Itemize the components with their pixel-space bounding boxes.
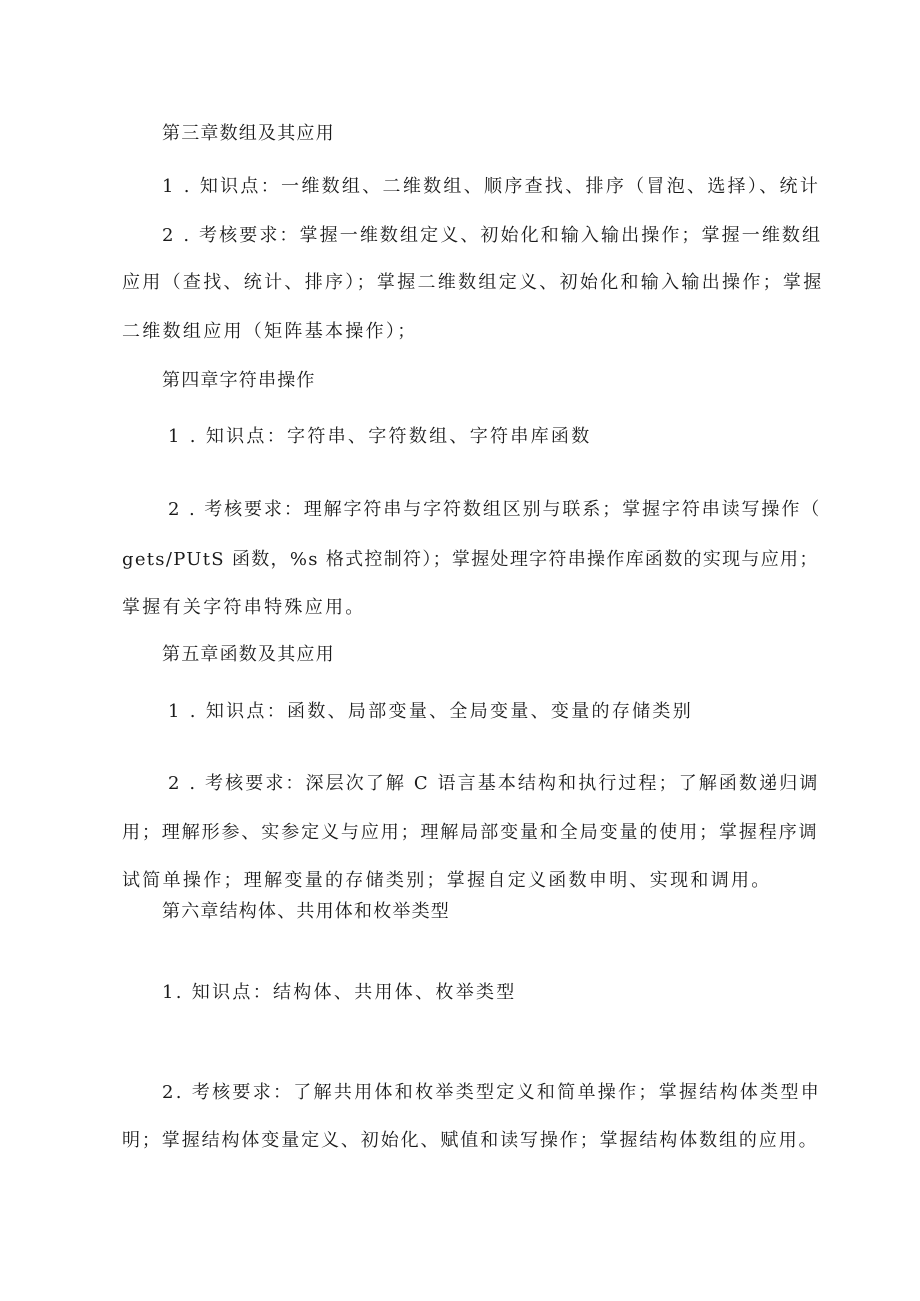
chapter-3-requirements-line-2: 应用（查找、统计、排序）；掌握二维数组定义、初始化和输入输出操作；掌握: [122, 272, 824, 293]
chapter-4-requirements-line-2: gets/PUtS 函数，%s 格式控制符）；掌握处理字符串操作库函数的实现与应用；: [122, 549, 819, 570]
chapter-6-requirements-line-1: 2. 考核要求：了解共用体和枚举类型定义和简单操作；掌握结构体类型申: [162, 1082, 822, 1103]
chapter-5-requirements-line-1: 2 . 考核要求：深层次了解 C 语言基本结构和执行过程；了解函数递归调: [168, 773, 820, 794]
chapter-5-knowledge-points: 1 . 知识点：函数、局部变量、全局变量、变量的存储类别: [168, 701, 694, 722]
chapter-4-requirements-line-1: 2 . 考核要求：理解字符串与字符数组区别与联系；掌握字符串读写操作（: [168, 499, 822, 520]
chapter-4-heading: 第四章字符串操作: [162, 370, 316, 391]
chapter-3-heading: 第三章数组及其应用: [162, 123, 335, 144]
chapter-3-knowledge-points: 1 . 知识点：一维数组、二维数组、顺序查找、排序（冒泡、选择）、统计: [162, 176, 821, 197]
chapter-6-requirements-line-2: 明；掌握结构体变量定义、初始化、赋值和读写操作；掌握结构体数组的应用。: [122, 1130, 819, 1151]
chapter-5-requirements-line-3: 试简单操作；理解变量的存储类别；掌握自定义函数申明、实现和调用。: [122, 870, 772, 891]
chapter-5-heading: 第五章函数及其应用: [162, 644, 335, 665]
chapter-4-knowledge-points: 1 . 知识点：字符串、字符数组、字符串库函数: [168, 426, 592, 447]
chapter-3-requirements-line-3: 二维数组应用（矩阵基本操作）；: [122, 321, 418, 342]
chapter-4-requirements-line-3: 掌握有关字符串特殊应用。: [122, 597, 366, 618]
chapter-6-heading: 第六章结构体、共用体和枚举类型: [162, 901, 450, 922]
chapter-6-knowledge-points: 1. 知识点：结构体、共用体、枚举类型: [162, 982, 517, 1003]
chapter-5-requirements-line-2: 用；理解形参、实参定义与应用；理解局部变量和全局变量的使用；掌握程序调: [122, 822, 819, 843]
chapter-3-requirements-line-1: 2 . 考核要求：掌握一维数组定义、初始化和输入输出操作；掌握一维数组: [162, 225, 823, 246]
